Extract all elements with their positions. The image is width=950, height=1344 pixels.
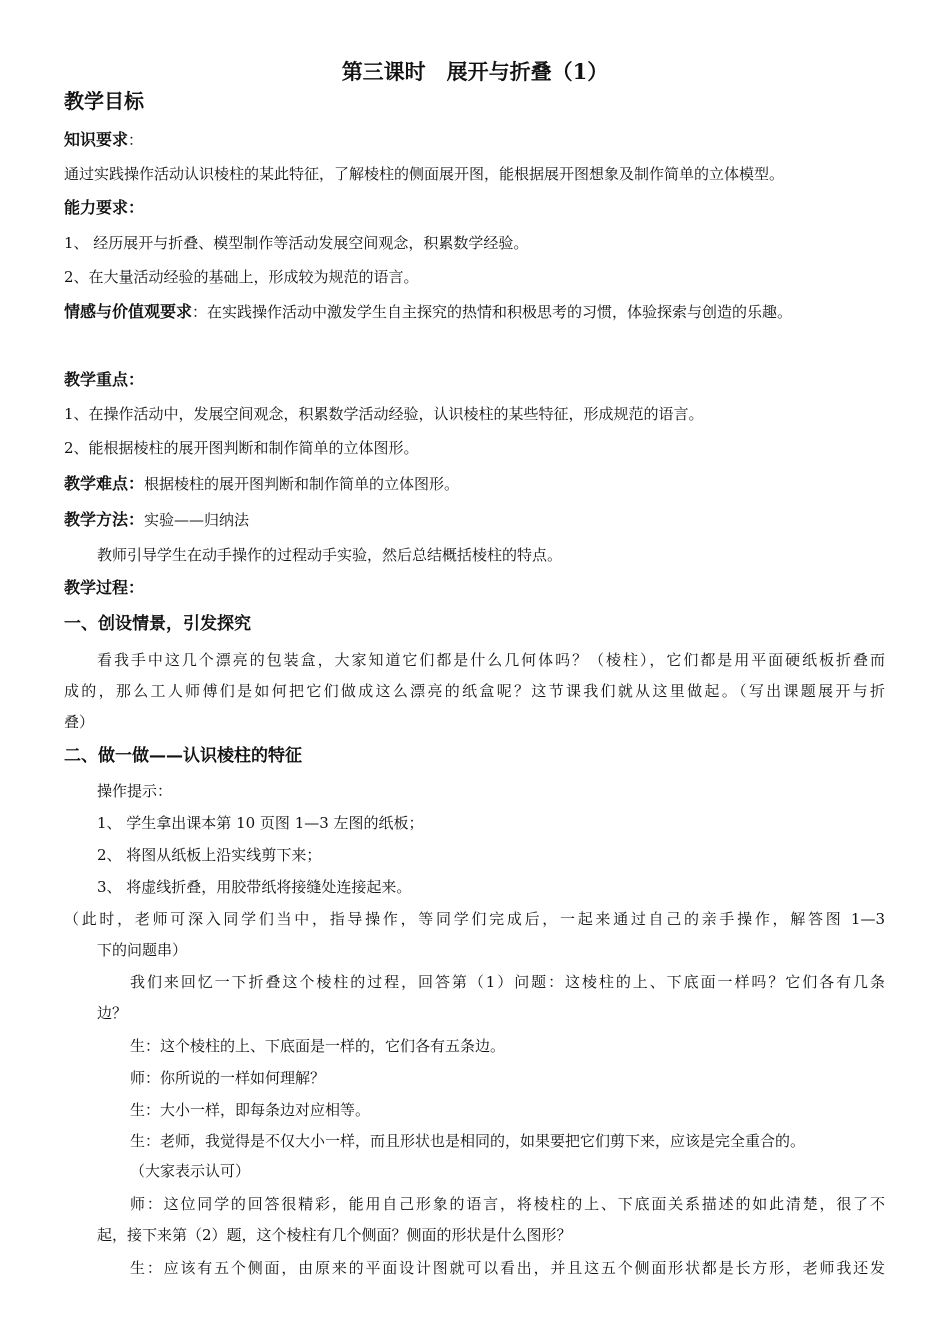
difficulty-label: 教学难点：: [64, 474, 145, 493]
dialogue-line-2: 边？: [97, 1004, 128, 1022]
dialogue-line-5: 生：大小一样，即每条边对应相等。: [130, 1101, 371, 1119]
difficulty-line: [64, 474, 459, 494]
section1-line-1: 看我手中这几个漂亮的包装盒，大家知道它们都是什么几何体吗？（棱柱），它们都是用平面硬纸板折叠而: [97, 651, 885, 669]
dialogue-line-1: 我们来回忆一下折叠这个棱柱的过程，回答第（1）问题：这棱柱的上、下底面一样吗？它们各有几条: [130, 973, 885, 991]
ability-label: 能力要求：: [64, 198, 145, 217]
note-line-1: （此时，老师可深入同学们当中，指导操作，等同学们完成后，一起来通过自己的亲手操作，解答图 1—3: [64, 910, 885, 928]
knowledge-colon: ：: [128, 131, 144, 149]
emotion-requirement: [64, 302, 792, 322]
dialogue-line-9: 起，接下来第（2）题，这个棱柱有几个侧面？侧面的形状是什么图形？: [97, 1226, 572, 1244]
dialogue-line-10: 生：应该有五个侧面，由原来的平面设计图就可以看出，并且这五个侧面形状都是长方形，老师我还发: [130, 1259, 885, 1277]
method-label: 教学方法：: [64, 510, 145, 529]
knowledge-label: 知识要求: [64, 130, 129, 149]
method-line: [64, 510, 249, 530]
method-detail: 教师引导学生在动手操作的过程动手实验，然后总结概括棱柱的特点。: [97, 546, 563, 564]
process-label: 教学过程：: [64, 578, 145, 597]
dialogue-line-4: 师：你所说的一样如何理解？: [130, 1069, 326, 1087]
dialogue-line-8: 师：这位同学的回答很精彩，能用自己形象的语言，将棱柱的上、下底面关系描述的如此清楚，很了不: [130, 1195, 885, 1213]
emotion-label: 情感与价值观要求: [64, 302, 193, 321]
key-points-label: 教学重点：: [64, 370, 145, 389]
section2-heading: 二、做一做——认识棱柱的特征: [64, 746, 302, 766]
objectives-heading: 教学目标: [64, 89, 144, 113]
tips-label: 操作提示：: [97, 782, 173, 800]
step-1: 1、 学生拿出课本第 10 页图 1—3 左图的纸板；: [97, 814, 424, 832]
knowledge-requirement-label: [64, 130, 143, 150]
key-point-1: 1、在操作活动中，发展空间观念，积累数学活动经验，认识棱柱的某些特征，形成规范的语言。: [64, 405, 704, 423]
step-2: 2、 将图从纸板上沿实线剪下来；: [97, 846, 322, 864]
section1-line-2: 成的，那么工人师傅们是如何把它们做成这么漂亮的纸盒呢？这节课我们就从这里做起。（写出课题展开与折: [64, 682, 885, 700]
dialogue-line-6: 生：老师，我觉得是不仅大小一样，而且形状也是相同的，如果要把它们剪下来，应该是完全重合的。: [130, 1132, 806, 1150]
knowledge-text: 通过实践操作活动认识棱柱的某此特征，了解棱柱的侧面展开图，能根据展开图想象及制作简单的立体模型。: [64, 165, 785, 183]
difficulty-text: 根据棱柱的展开图判断和制作简单的立体图形。: [144, 475, 460, 493]
section1-line-3: 叠）: [64, 713, 95, 731]
step-3: 3、 将虚线折叠，用胶带纸将接缝处连接起来。: [97, 878, 412, 896]
dialogue-line-3: 生：这个棱柱的上、下底面是一样的，它们各有五条边。: [130, 1037, 506, 1055]
dialogue-line-7: （大家表示认可）: [130, 1162, 251, 1180]
note-line-2: 下的问题串）: [97, 941, 188, 959]
key-point-2: 2、能根据棱柱的展开图判断和制作简单的立体图形。: [64, 439, 419, 457]
ability-item-1: 1、 经历展开与折叠、模型制作等活动发展空间观念，积累数学经验。: [64, 234, 529, 252]
method-text: 实验——归纳法: [144, 511, 250, 529]
ability-item-2: 2、在大量活动经验的基础上，形成较为规范的语言。: [64, 268, 419, 286]
lesson-title: 第三课时 展开与折叠（1）: [341, 59, 609, 84]
section1-heading: 一、创设情景，引发探究: [64, 614, 251, 634]
emotion-text: ：在实践操作活动中激发学生自主探究的热情和积极思考的习惯，体验探索与创造的乐趣。: [192, 303, 793, 321]
